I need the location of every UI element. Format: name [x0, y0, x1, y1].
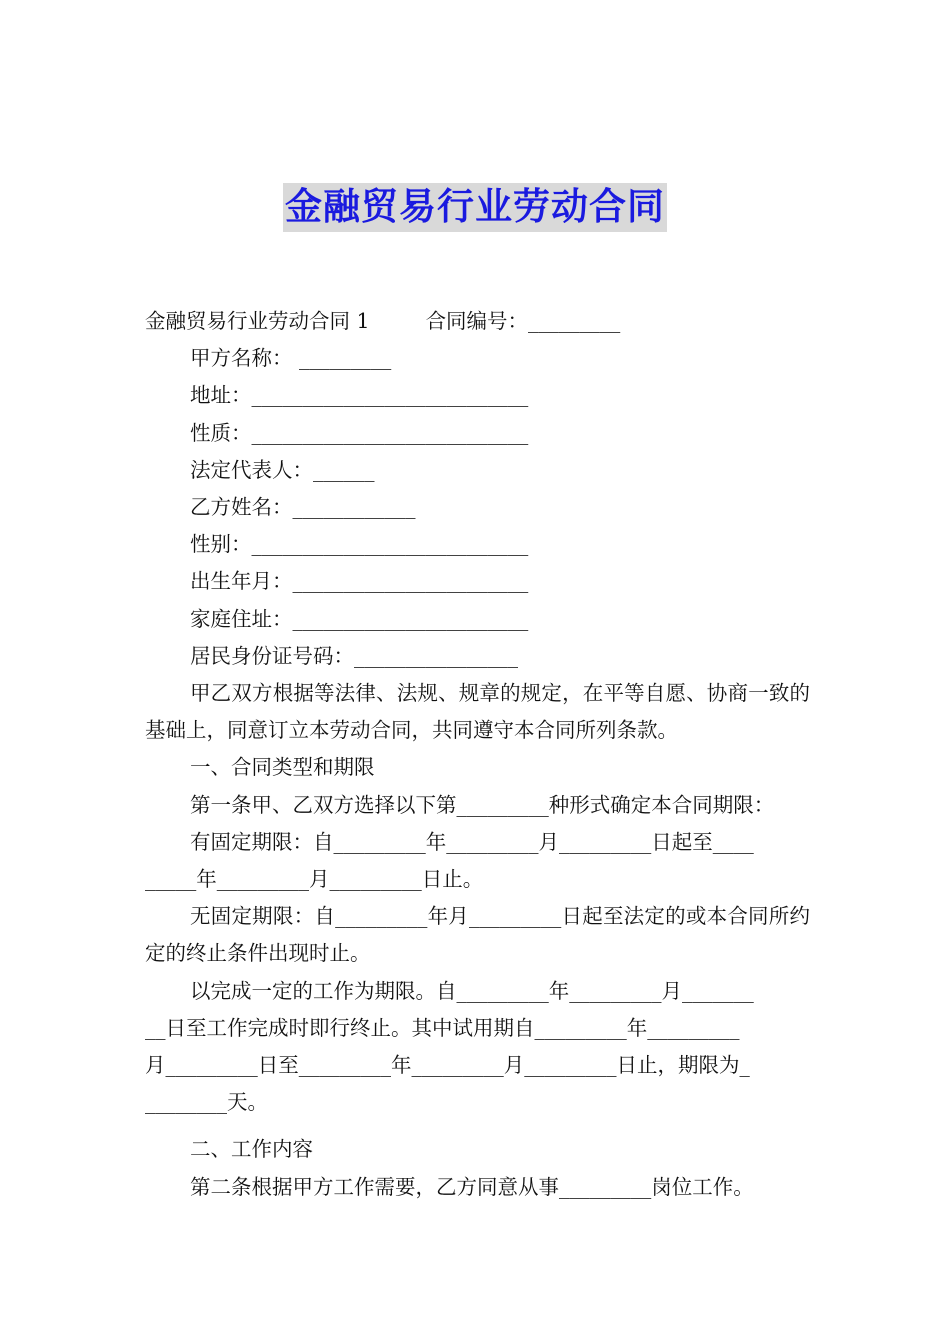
- field-legal-rep: 法定代表人：______: [190, 457, 375, 482]
- task-term-line3: 月_________日至_________年_________月_________日止，期限为_: [145, 1053, 750, 1078]
- section2-heading: 二、工作内容: [190, 1137, 313, 1162]
- field-nature: 性质：___________________________: [190, 420, 529, 445]
- task-term-line4: ________天。: [145, 1090, 268, 1115]
- fixed-term-line1: 有固定期限：自_________年_________月_________日起至____: [190, 829, 754, 854]
- field-id-number: 居民身份证号码：________________: [190, 643, 518, 668]
- task-term-line2: __日至工作完成时即行终止。其中试用期自_________年_________: [145, 1015, 740, 1040]
- field-address: 地址：___________________________: [190, 383, 529, 408]
- contract-number: 合同编号：_________: [425, 309, 621, 333]
- contract-name: 金融贸易行业劳动合同 1: [145, 309, 370, 333]
- field-home-address: 家庭住址：_______________________: [190, 606, 529, 631]
- article1: 第一条甲、乙双方选择以下第_________种形式确定本合同期限：: [190, 792, 775, 817]
- contract-body: [145, 303, 810, 1206]
- contract-header-line: [145, 303, 810, 340]
- unfixed-term-paragraph: 无固定期限：自_________年月_________日起至法定的或本合同所约定的终止条件出现时止。: [145, 904, 810, 966]
- field-gender: 性别：___________________________: [190, 532, 529, 557]
- field-party-a-name: 甲方名称： _________: [190, 346, 392, 371]
- task-term-line1: 以完成一定的工作为期限。自_________年_________月_______: [190, 978, 754, 1003]
- article2: 第二条根据甲方工作需要，乙方同意从事_________岗位工作。: [190, 1174, 754, 1199]
- field-birth-date: 出生年月：_______________________: [190, 569, 529, 594]
- document-title: [0, 176, 950, 230]
- field-party-b-name: 乙方姓名：____________: [190, 495, 416, 520]
- intro-paragraph: 甲乙双方根据等法律、法规、规章的规定，在平等自愿、协商一致的基础上，同意订立本劳动合同，共同遵守本合同所列条款。: [145, 681, 810, 743]
- fixed-term-line2: _____年_________月_________日止。: [145, 867, 484, 892]
- document-title-text: 金融贸易行业劳动合同: [283, 183, 667, 232]
- section1-heading: 一、合同类型和期限: [190, 755, 375, 780]
